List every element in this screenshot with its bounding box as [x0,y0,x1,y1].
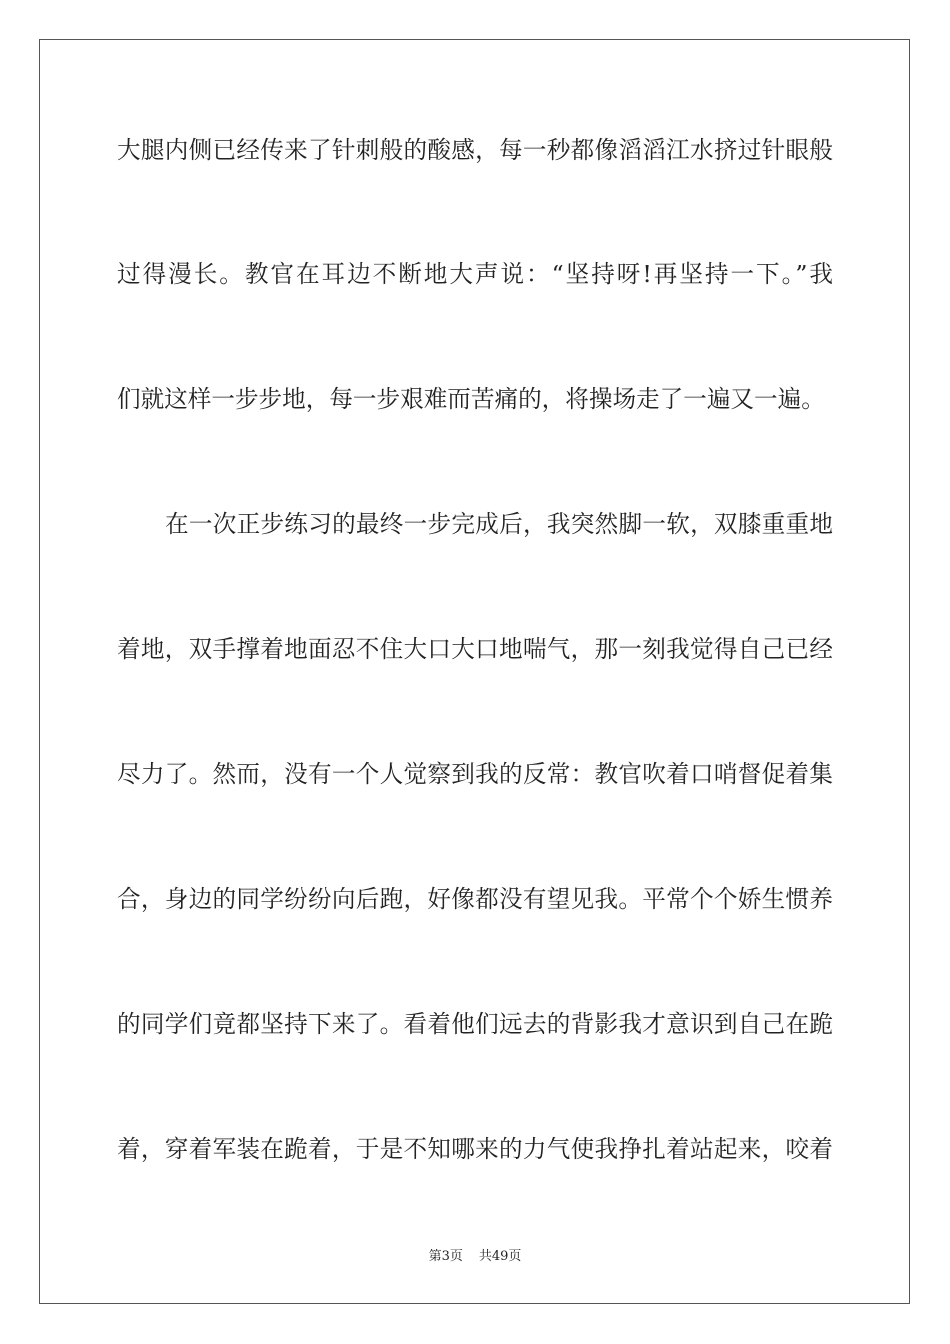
text-line: 着地，双手撑着地面忍不住大口大口地喘气，那一刻我觉得自己已经 [117,635,833,663]
text-line: 大腿内侧已经传来了针刺般的酸感，每一秒都像滔滔江水挤过针眼般 [117,136,833,164]
text-line: 过得漫长。教官在耳边不断地大声说：“坚持呀!再坚持一下。”我 [117,260,833,288]
text-line: 的同学们竟都坚持下来了。看着他们远去的背影我才意识到自己在跪 [117,1010,833,1038]
text-line: 合，身边的同学纷纷向后跑，好像都没有望见我。平常个个娇生惯养 [117,885,833,913]
page-footer [0,1248,950,1266]
page-total: 共49页 [478,1249,522,1264]
text-line: 尽力了。然而，没有一个人觉察到我的反常：教官吹着口哨督促着集 [117,760,833,788]
page-number: 第3页 [428,1249,463,1264]
text-line: 在一次正步练习的最终一步完成后，我突然脚一软，双膝重重地 [165,510,833,538]
text-line: 着，穿着军装在跪着，于是不知哪来的力气使我挣扎着站起来，咬着 [117,1135,833,1163]
text-line: 们就这样一步步地，每一步艰难而苦痛的，将操场走了一遍又一遍。 [117,385,825,413]
page-border [39,39,910,1304]
